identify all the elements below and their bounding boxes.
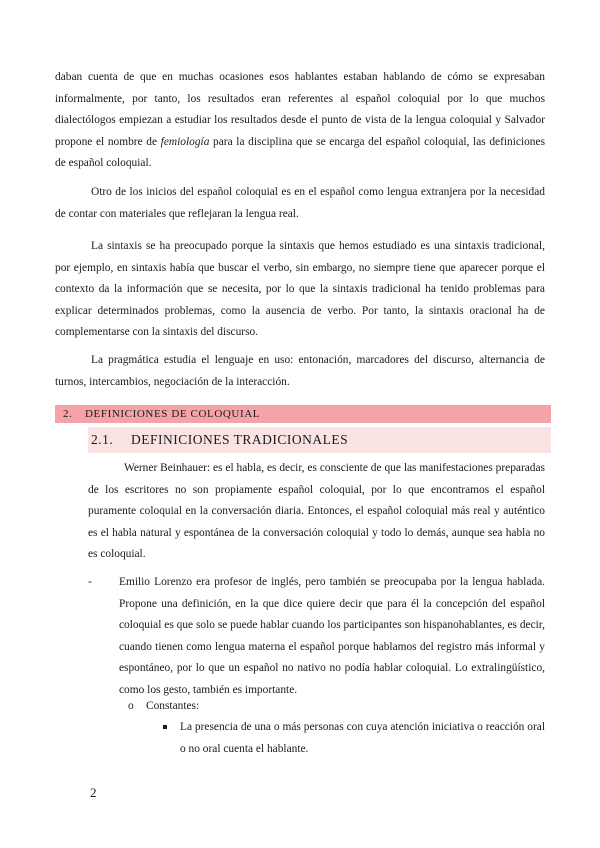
section-heading bbox=[55, 405, 551, 423]
paragraph-foreign-language: Otro de los inicios del español coloquial es en el español como lengua extranjera por la necesidad de contar con materiales que reflejaran la lengua real. bbox=[55, 186, 545, 220]
lorenzo-text: Emilio Lorenzo era profesor de inglés, pero también se preocupaba por la lengua hablada. Propone una definición, en la que dice quiere decir que para él la concepción del español coloquial es que solo se puede hablar cuando los participantes son hispanohablantes, es decir, cuando tienen como lengua materna el español porque hablamos del registro más informal y espontáneo, por lo que un español no nativo no podía hablar coloquial. Lo extralingüístico, como los gesto, también es importante. bbox=[119, 576, 545, 696]
subsection-heading bbox=[88, 427, 551, 453]
subsection-title: DEFINICIONES TRADICIONALES bbox=[131, 432, 349, 447]
circle-bullet: o bbox=[128, 700, 134, 712]
femiologia-term: femiología bbox=[160, 135, 210, 148]
list-item-constantes bbox=[128, 696, 199, 718]
presencia-text: La presencia de una o más personas con cuya atención iniciativa o reacción oral o no oral cuenta el hablante. bbox=[180, 721, 545, 755]
constantes-label: Constantes: bbox=[146, 700, 200, 712]
paragraph-pragmatics: La pragmática estudia el lenguaje en uso: entonación, marcadores del discurso, alternancia de turnos, intercambios, negociación de la interacción. bbox=[55, 354, 545, 388]
paragraph-syntax: La sintaxis se ha preocupado porque la sintaxis que hemos estudiado es una sintaxis tradicional, por ejemplo, en sintaxis había que buscar el verbo, sin embargo, no siempre tiene que aparecer porque el contexto da la información que se necesita, por lo que la sintaxis tradicional ha tenido problemas para explicar determinados problemas, como la ausencia de verbo. Por tanto, la sintaxis oracional ha de complementarse con la sintaxis del discurso. bbox=[55, 240, 545, 339]
dash-bullet: - bbox=[88, 576, 92, 588]
section-number: 2. bbox=[63, 408, 73, 420]
paragraph-intro: daban cuenta de que en muchas ocasiones esos hablantes estaban hablando de cómo se expresaban informalmente, por tanto, los resultados eran referentes al español coloquial por lo que muchos dialectólogos empiezan a estudiar los resultados desde el punto de vista de la lengua coloquial y Salvador propone el nombre de femiología para la disciplina que se encarga del español coloquial, las definiciones de español coloquial. bbox=[55, 71, 545, 170]
page-number: 2 bbox=[90, 785, 97, 800]
section-title: DEFINICIONES DE COLOQUIAL bbox=[85, 408, 261, 420]
subsection-number: 2.1. bbox=[91, 432, 114, 447]
square-bullet-icon bbox=[163, 725, 167, 729]
paragraph-beinhauer: Werner Beinhauer: es el habla, es decir, es consciente de que las manifestaciones preparadas de los escritores no son propiamente español coloquial, por lo que encontramos el español puramente coloquial en la conversación diaria. Entonces, el español coloquial más real y auténtico es el habla natural y espontánea de la conversación coloquial y todo lo demás, aunque sea habla no es coloquial. bbox=[88, 462, 545, 561]
